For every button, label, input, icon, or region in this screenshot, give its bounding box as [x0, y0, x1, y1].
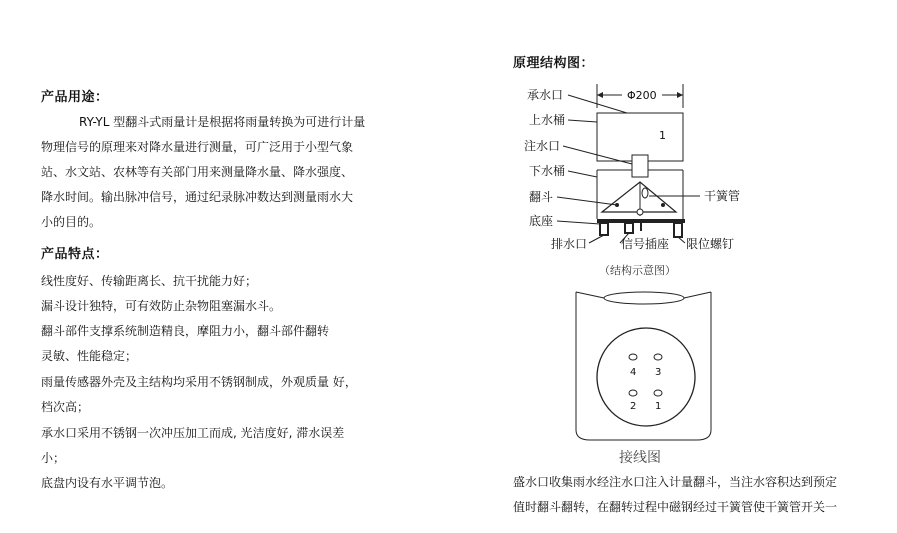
pin-label: 4	[630, 367, 637, 378]
wiring-caption: 接线图	[619, 450, 661, 466]
principle-heading: 原理结构图：	[513, 56, 595, 71]
structure-caption: （结构示意图）	[599, 264, 676, 277]
label-bucket: 翻斗	[529, 190, 554, 204]
feature-line: 漏斗设计独特，可有效防止杂物阻塞漏水斗。	[41, 299, 282, 313]
description-line: 盛水口收集雨水经注水口注入计量翻斗，当注水容积达到预定	[513, 475, 838, 489]
usage-line: RY-YL 型翻斗式雨量计是根据将雨量转换为可进行计量	[79, 115, 366, 129]
label-socket: 信号插座	[621, 237, 670, 251]
description-line: 值时翻斗翻转，在翻转过程中磁钢经过干簧管使干簧管开关一	[513, 500, 838, 514]
feature-line: 底盘内设有水平调节泡。	[41, 476, 174, 490]
features-heading: 产品特点：	[41, 247, 109, 262]
label-reed: 干簧管	[704, 189, 741, 203]
feature-line: 档次高；	[41, 400, 90, 414]
label-injection: 注水口	[524, 139, 561, 153]
pin-label: 3	[655, 367, 662, 378]
feature-line: 翻斗部件支撑系统制造精良，摩阻力小，翻斗部件翻转	[41, 324, 330, 338]
label-base: 底座	[529, 214, 554, 228]
usage-line: 小的目的。	[41, 215, 102, 229]
label-inlet: 承水口	[527, 88, 564, 102]
feature-line: 承水口采用不锈钢一次冲压加工而成, 光洁度好, 滞水误差	[41, 426, 345, 440]
feature-line: 雨量传感器外壳及主结构均采用不锈钢制成，外观质量 好，	[41, 375, 357, 389]
label-lower: 下水桶	[529, 164, 566, 178]
label-drain: 排水口	[551, 237, 588, 251]
usage-line: 降水时间。输出脉冲信号，通过纪录脉冲数达到测量雨水大	[41, 190, 354, 204]
feature-line: 灵敏、性能稳定；	[41, 349, 138, 363]
label-screw: 限位螺钉	[686, 237, 735, 251]
label-upper: 上水桶	[529, 113, 566, 127]
usage-line: 物理信号的原理来对降水量进行测量，可广泛用于小型气象	[41, 140, 354, 154]
pin-label: 2	[630, 401, 637, 412]
usage-line: 站、水文站、农林等有关部门用来测量降水量、降水强度、	[41, 165, 354, 179]
dim-label: Φ200	[627, 89, 657, 102]
upper-number: 1	[659, 129, 666, 142]
feature-line: 小；	[41, 451, 66, 465]
feature-line: 线性度好、传输距离长、抗干扰能力好；	[41, 274, 258, 288]
pin-label: 1	[655, 401, 662, 412]
usage-heading: 产品用途：	[41, 90, 109, 105]
